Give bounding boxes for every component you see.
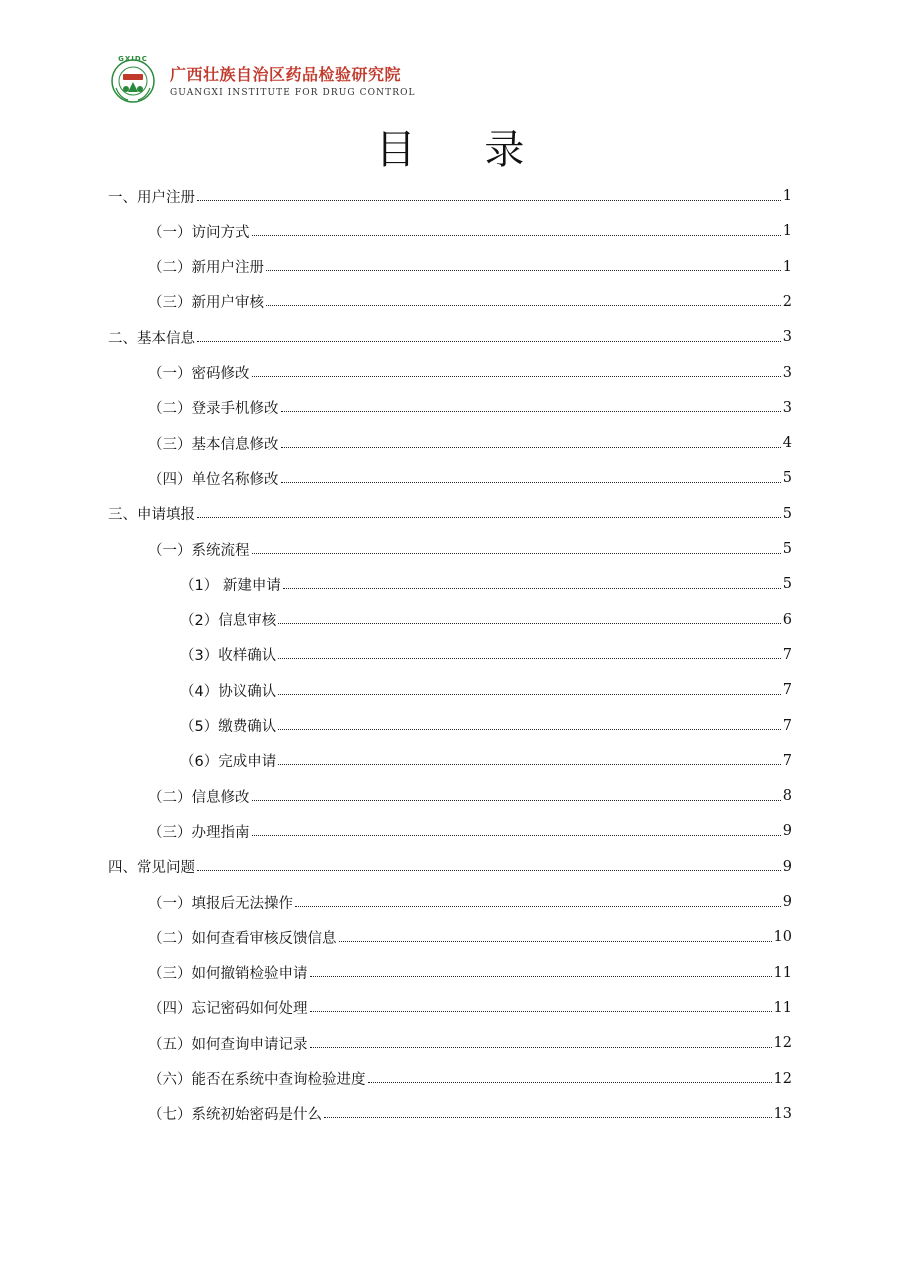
toc-entry-page-number: 7 xyxy=(782,752,792,769)
toc-entry[interactable] xyxy=(0,1025,900,1061)
toc-entry-page-number: 12 xyxy=(773,1070,792,1087)
toc-entry-page-number: 6 xyxy=(782,611,792,628)
toc-leader-dots xyxy=(339,941,772,942)
toc-entry-title: （三）新用户审核 xyxy=(148,295,264,312)
toc-leader-dots xyxy=(324,1117,772,1118)
toc-entry-page-number: 11 xyxy=(773,964,792,981)
toc-entry-title: （一）系统流程 xyxy=(148,542,250,559)
toc-entry[interactable] xyxy=(0,602,900,638)
toc-entry-title: （五）如何查询申请记录 xyxy=(148,1036,308,1053)
toc-leader-dots xyxy=(252,553,781,554)
toc-entry[interactable] xyxy=(0,460,900,496)
organization-name-en: GUANGXI INSTITUTE FOR DRUG CONTROL xyxy=(170,87,416,98)
toc-entry-title: （三）办理指南 xyxy=(148,824,250,841)
toc-entry-page-number: 9 xyxy=(782,858,792,875)
toc-leader-dots xyxy=(283,588,781,589)
toc-entry[interactable] xyxy=(0,531,900,567)
toc-leader-dots xyxy=(281,482,781,483)
toc-entry-title: 三、申请填报 xyxy=(108,507,195,524)
toc-entry[interactable] xyxy=(0,566,900,602)
toc-entry[interactable] xyxy=(0,672,900,708)
toc-entry-title: （1） 新建申请 xyxy=(180,577,281,594)
toc-entry-page-number: 5 xyxy=(782,505,792,522)
toc-leader-dots xyxy=(278,658,781,659)
toc-leader-dots xyxy=(295,906,781,907)
toc-leader-dots xyxy=(197,870,781,871)
toc-entry[interactable] xyxy=(0,425,900,461)
toc-leader-dots xyxy=(266,305,781,306)
toc-leader-dots xyxy=(278,694,781,695)
toc-leader-dots xyxy=(252,376,781,377)
toc-entry[interactable] xyxy=(0,884,900,920)
toc-entry[interactable] xyxy=(0,990,900,1026)
toc-entry[interactable] xyxy=(0,849,900,885)
toc-entry-title: （七）系统初始密码是什么 xyxy=(148,1107,322,1124)
toc-entry-page-number: 5 xyxy=(782,576,792,593)
page-title: 目 录 xyxy=(375,127,553,173)
toc-entry[interactable] xyxy=(0,355,900,391)
toc-entry-page-number: 5 xyxy=(782,541,792,557)
toc-entry-title: （一）访问方式 xyxy=(148,224,250,241)
toc-entry[interactable] xyxy=(0,284,900,320)
toc-entry-page-number: 1 xyxy=(782,258,792,275)
toc-entry-title: 四、常见问题 xyxy=(108,860,195,877)
toc-entry[interactable] xyxy=(0,919,900,955)
toc-entry-page-number: 7 xyxy=(782,682,792,699)
toc-entry-title: （六）能否在系统中查询检验进度 xyxy=(148,1072,366,1088)
toc-entry-page-number: 5 xyxy=(782,470,792,487)
organization-name-cn: 广西壮族自治区药品检验研究院 xyxy=(170,64,402,84)
toc-entry[interactable] xyxy=(0,249,900,285)
toc-entry-title: （3）收样确认 xyxy=(180,648,277,665)
toc-entry-page-number: 1 xyxy=(782,223,792,240)
toc-entry[interactable] xyxy=(0,778,900,814)
toc-entry-title: （三）如何撤销检验申请 xyxy=(148,966,308,983)
institute-logo-emblem xyxy=(110,58,156,104)
toc-entry-title: （四）忘记密码如何处理 xyxy=(148,1001,308,1018)
toc-entry-title: （二）登录手机修改 xyxy=(148,401,279,418)
logo-arc-text: GXIDC xyxy=(118,55,148,63)
toc-entry[interactable] xyxy=(0,319,900,355)
toc-leader-dots xyxy=(252,800,781,801)
toc-entry[interactable] xyxy=(0,637,900,673)
toc-entry-page-number: 4 xyxy=(782,435,792,452)
toc-entry-page-number: 3 xyxy=(782,329,792,346)
toc-entry-title: （6）完成申请 xyxy=(180,754,277,771)
toc-entry[interactable] xyxy=(0,708,900,744)
toc-entry-title: 一、用户注册 xyxy=(108,189,195,206)
organization-name xyxy=(170,65,416,98)
toc-leader-dots xyxy=(197,517,781,518)
toc-entry-page-number: 9 xyxy=(782,894,792,910)
toc-entry[interactable] xyxy=(0,496,900,532)
toc-entry-page-number: 3 xyxy=(782,364,792,381)
toc-entry-page-number: 2 xyxy=(782,293,792,310)
toc-leader-dots xyxy=(278,623,781,624)
toc-entry[interactable] xyxy=(0,178,900,214)
toc-entry-page-number: 1 xyxy=(782,188,792,204)
toc-leader-dots xyxy=(278,764,781,765)
toc-leader-dots xyxy=(368,1082,772,1083)
toc-leader-dots xyxy=(281,447,781,448)
toc-entry-title: 二、基本信息 xyxy=(108,330,195,347)
toc-entry-page-number: 8 xyxy=(782,788,792,805)
toc-leader-dots xyxy=(252,235,781,236)
toc-leader-dots xyxy=(278,729,781,730)
toc-leader-dots xyxy=(310,1047,772,1048)
toc-entry-page-number: 11 xyxy=(773,999,792,1016)
toc-entry-title: （四）单位名称修改 xyxy=(148,471,279,488)
toc-entry-title: （二）如何查看审核反馈信息 xyxy=(148,930,337,947)
toc-entry-page-number: 12 xyxy=(773,1035,792,1052)
toc-entry[interactable] xyxy=(0,390,900,426)
toc-entry-title: （2）信息审核 xyxy=(180,613,277,630)
toc-leader-dots xyxy=(252,835,781,836)
institute-logo xyxy=(110,55,156,104)
toc-entry-title: （5）缴费确认 xyxy=(180,719,277,735)
toc-entry-page-number: 7 xyxy=(782,646,792,663)
toc-entry[interactable] xyxy=(0,743,900,779)
toc-leader-dots xyxy=(310,1011,772,1012)
toc-entry[interactable] xyxy=(0,1061,900,1097)
toc-entry[interactable] xyxy=(0,1096,900,1132)
toc-leader-dots xyxy=(197,341,781,342)
toc-entry[interactable] xyxy=(0,813,900,849)
toc-entry-title: （一）密码修改 xyxy=(148,366,250,382)
toc-entry-page-number: 10 xyxy=(773,929,792,946)
toc-entry-title: （三）基本信息修改 xyxy=(148,436,279,453)
toc-entry[interactable] xyxy=(0,955,900,991)
toc-entry-page-number: 13 xyxy=(773,1105,792,1122)
toc-entry[interactable] xyxy=(0,213,900,249)
toc-leader-dots xyxy=(266,270,781,271)
toc-leader-dots xyxy=(281,411,781,412)
toc-leader-dots xyxy=(197,200,781,201)
toc-entry-title: （一）填报后无法操作 xyxy=(148,895,293,912)
document-header xyxy=(110,55,416,104)
toc-entry-page-number: 3 xyxy=(782,399,792,416)
toc-entry-title: （二）新用户注册 xyxy=(148,260,264,277)
toc-leader-dots xyxy=(310,976,772,977)
toc-entry-page-number: 7 xyxy=(782,717,792,734)
toc-entry-title: （4）协议确认 xyxy=(180,683,277,700)
toc-entry-page-number: 9 xyxy=(782,823,792,840)
toc-entry-title: （二）信息修改 xyxy=(148,789,250,806)
